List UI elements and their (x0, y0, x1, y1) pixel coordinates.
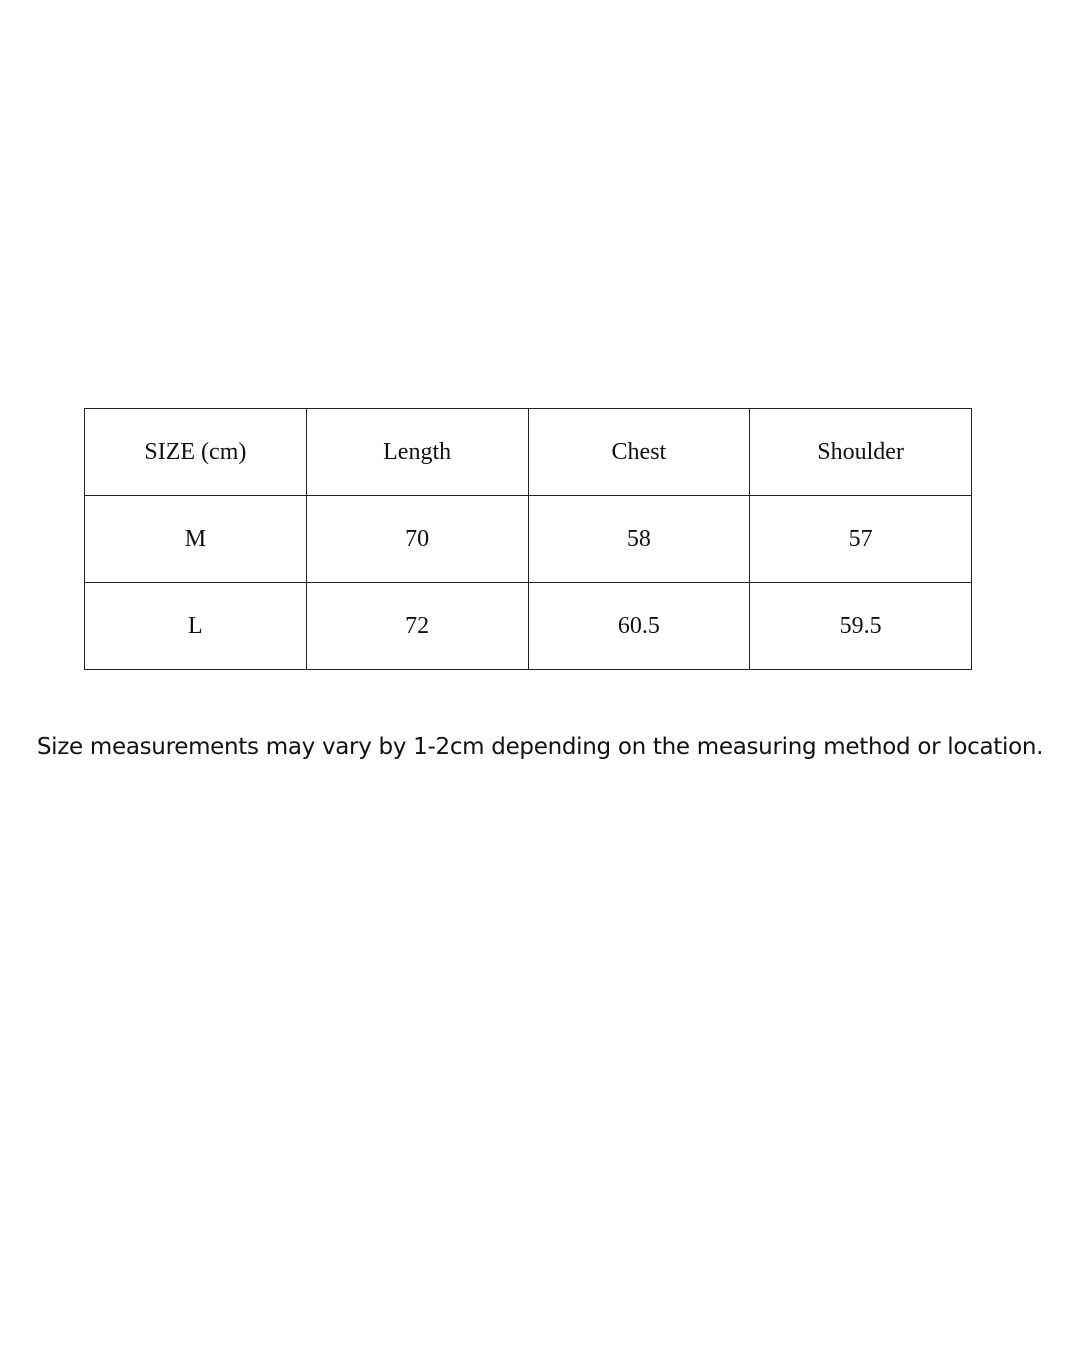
cell-chest: 58 (528, 496, 750, 583)
table-row (85, 496, 972, 583)
header-chest: Chest (528, 409, 750, 496)
header-size: SIZE (cm) (85, 409, 307, 496)
size-chart-table (84, 408, 972, 670)
cell-size: M (85, 496, 307, 583)
cell-chest: 60.5 (528, 583, 750, 670)
cell-shoulder: 59.5 (750, 583, 972, 670)
measurement-note: Size measurements may vary by 1-2cm depending on the measuring method or location. (36, 734, 1044, 760)
cell-size: L (85, 583, 307, 670)
cell-length: 70 (306, 496, 528, 583)
header-length: Length (306, 409, 528, 496)
cell-length: 72 (306, 583, 528, 670)
header-shoulder: Shoulder (750, 409, 972, 496)
table-row (85, 583, 972, 670)
cell-shoulder: 57 (750, 496, 972, 583)
table-header-row (85, 409, 972, 496)
